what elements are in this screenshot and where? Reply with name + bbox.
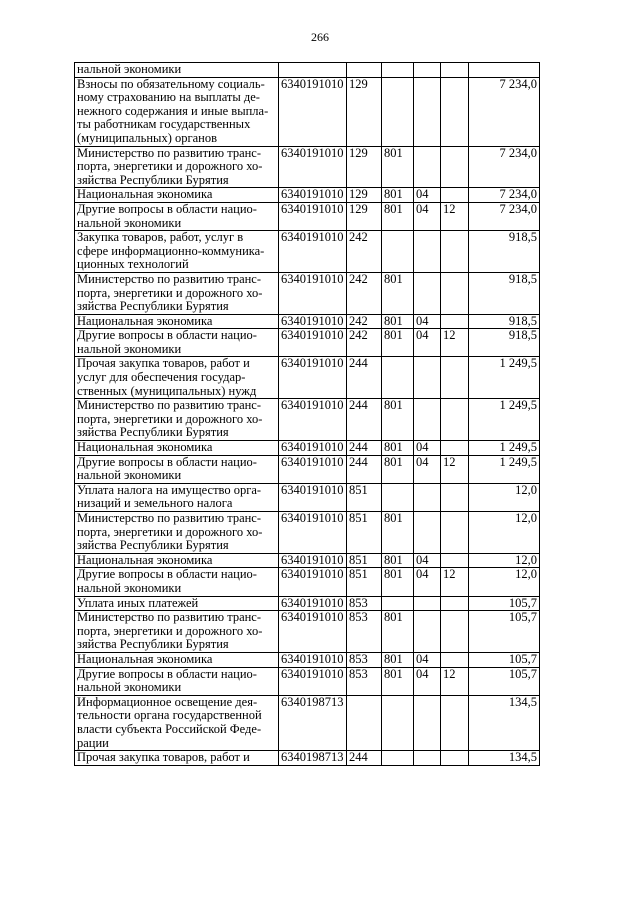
- cell-target-code: 6340191010: [279, 77, 347, 146]
- cell-subsection: [441, 441, 469, 456]
- cell-ministry-code: [382, 483, 414, 511]
- cell-subsection: 12: [441, 568, 469, 596]
- cell-expense-type: 242: [347, 314, 382, 329]
- table-row: [75, 146, 540, 188]
- cell-amount: 134,5: [469, 751, 540, 766]
- cell-ministry-code: 801: [382, 146, 414, 188]
- table-row: [75, 399, 540, 441]
- cell-ministry-code: 801: [382, 202, 414, 230]
- cell-expense-type: 244: [347, 357, 382, 399]
- table-row: [75, 231, 540, 273]
- cell-ministry-code: 801: [382, 329, 414, 357]
- cell-section: [414, 63, 441, 78]
- cell-section: 04: [414, 202, 441, 230]
- cell-expense-type: 853: [347, 667, 382, 695]
- cell-section: 04: [414, 568, 441, 596]
- cell-amount: 918,5: [469, 272, 540, 314]
- cell-amount: 12,0: [469, 553, 540, 568]
- cell-subsection: [441, 77, 469, 146]
- table-row: [75, 667, 540, 695]
- cell-section: 04: [414, 553, 441, 568]
- cell-ministry-code: 801: [382, 568, 414, 596]
- cell-expense-type: 242: [347, 272, 382, 314]
- cell-expense-type: 853: [347, 596, 382, 611]
- cell-name: Другие вопросы в области нацио- нальной экономики: [75, 568, 279, 596]
- cell-name: Уплата иных платежей: [75, 596, 279, 611]
- budget-table: [74, 62, 540, 766]
- table-row: [75, 329, 540, 357]
- cell-expense-type: 244: [347, 455, 382, 483]
- cell-target-code: 6340191010: [279, 231, 347, 273]
- cell-section: 04: [414, 455, 441, 483]
- cell-name: Министерство по развитию транс- порта, энергетики и дорожного хо- зяйства Республики Бурятия: [75, 146, 279, 188]
- cell-section: [414, 272, 441, 314]
- table-row: [75, 314, 540, 329]
- cell-name: Министерство по развитию транс- порта, энергетики и дорожного хо- зяйства Республики Бурятия: [75, 399, 279, 441]
- cell-section: [414, 695, 441, 750]
- cell-ministry-code: 801: [382, 667, 414, 695]
- cell-subsection: [441, 231, 469, 273]
- table-row: [75, 357, 540, 399]
- cell-target-code: 6340191010: [279, 399, 347, 441]
- cell-ministry-code: [382, 695, 414, 750]
- cell-name: Взносы по обязательному социаль- ному страхованию на выплаты де- нежного содержания и иные выпла- ты работникам государственных (муниципальных) органов: [75, 77, 279, 146]
- cell-subsection: [441, 596, 469, 611]
- cell-name: Закупка товаров, работ, услуг в сфере информационно-коммуника- ционных технологий: [75, 231, 279, 273]
- cell-target-code: 6340191010: [279, 202, 347, 230]
- cell-amount: 134,5: [469, 695, 540, 750]
- page-number: 266: [311, 30, 329, 44]
- cell-target-code: 6340191010: [279, 553, 347, 568]
- cell-name: Национальная экономика: [75, 652, 279, 667]
- cell-section: [414, 231, 441, 273]
- cell-ministry-code: 801: [382, 652, 414, 667]
- cell-subsection: [441, 146, 469, 188]
- cell-expense-type: 851: [347, 553, 382, 568]
- cell-expense-type: 851: [347, 512, 382, 554]
- cell-name: Национальная экономика: [75, 441, 279, 456]
- cell-amount: 105,7: [469, 667, 540, 695]
- cell-target-code: 6340191010: [279, 483, 347, 511]
- cell-ministry-code: 801: [382, 188, 414, 203]
- table-row: [75, 611, 540, 653]
- cell-ministry-code: [382, 231, 414, 273]
- cell-target-code: 6340198713: [279, 751, 347, 766]
- table-row: [75, 272, 540, 314]
- cell-subsection: [441, 357, 469, 399]
- cell-target-code: 6340191010: [279, 146, 347, 188]
- cell-subsection: [441, 63, 469, 78]
- cell-expense-type: 129: [347, 146, 382, 188]
- cell-section: [414, 483, 441, 511]
- cell-section: 04: [414, 441, 441, 456]
- cell-ministry-code: 801: [382, 314, 414, 329]
- cell-target-code: 6340191010: [279, 611, 347, 653]
- cell-subsection: 12: [441, 329, 469, 357]
- cell-subsection: 12: [441, 455, 469, 483]
- cell-name: Другие вопросы в области нацио- нальной экономики: [75, 329, 279, 357]
- cell-amount: 1 249,5: [469, 441, 540, 456]
- cell-amount: 1 249,5: [469, 455, 540, 483]
- cell-expense-type: 851: [347, 568, 382, 596]
- cell-target-code: [279, 63, 347, 78]
- cell-name: Министерство по развитию транс- порта, энергетики и дорожного хо- зяйства Республики Бурятия: [75, 512, 279, 554]
- cell-expense-type: 242: [347, 329, 382, 357]
- table-row: [75, 63, 540, 78]
- cell-target-code: 6340191010: [279, 652, 347, 667]
- cell-ministry-code: [382, 751, 414, 766]
- cell-subsection: [441, 399, 469, 441]
- cell-subsection: [441, 483, 469, 511]
- cell-expense-type: 242: [347, 231, 382, 273]
- cell-name: Другие вопросы в области нацио- нальной экономики: [75, 455, 279, 483]
- cell-amount: 12,0: [469, 483, 540, 511]
- cell-section: [414, 751, 441, 766]
- cell-expense-type: 853: [347, 611, 382, 653]
- table-row: [75, 596, 540, 611]
- cell-amount: [469, 63, 540, 78]
- cell-ministry-code: [382, 596, 414, 611]
- cell-name: Информационное освещение дея- тельности органа государственной власти субъекта Российской Феде- рации: [75, 695, 279, 750]
- cell-section: [414, 77, 441, 146]
- cell-amount: 7 234,0: [469, 188, 540, 203]
- cell-ministry-code: 801: [382, 399, 414, 441]
- cell-ministry-code: 801: [382, 512, 414, 554]
- cell-expense-type: 129: [347, 188, 382, 203]
- table-row: [75, 695, 540, 750]
- cell-subsection: 12: [441, 202, 469, 230]
- cell-target-code: 6340191010: [279, 512, 347, 554]
- cell-amount: 918,5: [469, 329, 540, 357]
- cell-amount: 1 249,5: [469, 357, 540, 399]
- cell-name: Прочая закупка товаров, работ и: [75, 751, 279, 766]
- cell-expense-type: 129: [347, 77, 382, 146]
- cell-section: 04: [414, 314, 441, 329]
- cell-amount: 105,7: [469, 596, 540, 611]
- cell-name: Прочая закупка товаров, работ и услуг для обеспечения государ- ственных (муниципальных) нужд: [75, 357, 279, 399]
- cell-expense-type: 853: [347, 652, 382, 667]
- table-row: [75, 652, 540, 667]
- cell-ministry-code: 801: [382, 553, 414, 568]
- cell-subsection: [441, 695, 469, 750]
- cell-name: Другие вопросы в области нацио- нальной экономики: [75, 202, 279, 230]
- table-row: [75, 77, 540, 146]
- cell-subsection: [441, 611, 469, 653]
- cell-amount: 7 234,0: [469, 77, 540, 146]
- cell-name: Министерство по развитию транс- порта, энергетики и дорожного хо- зяйства Республики Бурятия: [75, 272, 279, 314]
- table-row: [75, 188, 540, 203]
- cell-ministry-code: 801: [382, 455, 414, 483]
- cell-expense-type: 129: [347, 202, 382, 230]
- cell-name: Национальная экономика: [75, 553, 279, 568]
- cell-section: [414, 611, 441, 653]
- cell-name: Национальная экономика: [75, 188, 279, 203]
- cell-expense-type: [347, 695, 382, 750]
- cell-target-code: 6340191010: [279, 568, 347, 596]
- cell-target-code: 6340191010: [279, 329, 347, 357]
- cell-section: 04: [414, 667, 441, 695]
- table-row: [75, 512, 540, 554]
- cell-subsection: [441, 188, 469, 203]
- cell-subsection: [441, 553, 469, 568]
- table-row: [75, 483, 540, 511]
- cell-expense-type: [347, 63, 382, 78]
- cell-amount: 7 234,0: [469, 202, 540, 230]
- cell-target-code: 6340191010: [279, 357, 347, 399]
- cell-section: [414, 512, 441, 554]
- cell-section: 04: [414, 188, 441, 203]
- table-row: [75, 202, 540, 230]
- cell-expense-type: 244: [347, 441, 382, 456]
- cell-section: [414, 399, 441, 441]
- cell-name: нальной экономики: [75, 63, 279, 78]
- cell-target-code: 6340191010: [279, 314, 347, 329]
- cell-target-code: 6340191010: [279, 455, 347, 483]
- cell-amount: 12,0: [469, 512, 540, 554]
- cell-target-code: 6340191010: [279, 441, 347, 456]
- cell-amount: 105,7: [469, 652, 540, 667]
- cell-ministry-code: [382, 77, 414, 146]
- cell-ministry-code: [382, 357, 414, 399]
- table-row: [75, 553, 540, 568]
- cell-section: 04: [414, 652, 441, 667]
- cell-amount: 918,5: [469, 314, 540, 329]
- cell-ministry-code: 801: [382, 611, 414, 653]
- cell-section: [414, 357, 441, 399]
- cell-name: Национальная экономика: [75, 314, 279, 329]
- cell-target-code: 6340191010: [279, 188, 347, 203]
- cell-ministry-code: [382, 63, 414, 78]
- cell-subsection: [441, 512, 469, 554]
- cell-ministry-code: 801: [382, 441, 414, 456]
- cell-amount: 7 234,0: [469, 146, 540, 188]
- cell-expense-type: 851: [347, 483, 382, 511]
- cell-section: 04: [414, 329, 441, 357]
- cell-target-code: 6340198713: [279, 695, 347, 750]
- cell-section: [414, 146, 441, 188]
- cell-expense-type: 244: [347, 399, 382, 441]
- cell-subsection: [441, 314, 469, 329]
- budget-table-body: [75, 63, 540, 766]
- cell-name: Министерство по развитию транс- порта, энергетики и дорожного хо- зяйства Республики Бурятия: [75, 611, 279, 653]
- cell-ministry-code: 801: [382, 272, 414, 314]
- cell-subsection: 12: [441, 667, 469, 695]
- cell-subsection: [441, 272, 469, 314]
- table-row: [75, 751, 540, 766]
- cell-subsection: [441, 751, 469, 766]
- cell-amount: 1 249,5: [469, 399, 540, 441]
- cell-subsection: [441, 652, 469, 667]
- cell-amount: 105,7: [469, 611, 540, 653]
- cell-name: Уплата налога на имущество орга- низаций и земельного налога: [75, 483, 279, 511]
- table-row: [75, 441, 540, 456]
- cell-target-code: 6340191010: [279, 272, 347, 314]
- cell-target-code: 6340191010: [279, 667, 347, 695]
- table-row: [75, 568, 540, 596]
- cell-expense-type: 244: [347, 751, 382, 766]
- cell-amount: 918,5: [469, 231, 540, 273]
- cell-target-code: 6340191010: [279, 596, 347, 611]
- table-row: [75, 455, 540, 483]
- cell-section: [414, 596, 441, 611]
- cell-name: Другие вопросы в области нацио- нальной экономики: [75, 667, 279, 695]
- cell-amount: 12,0: [469, 568, 540, 596]
